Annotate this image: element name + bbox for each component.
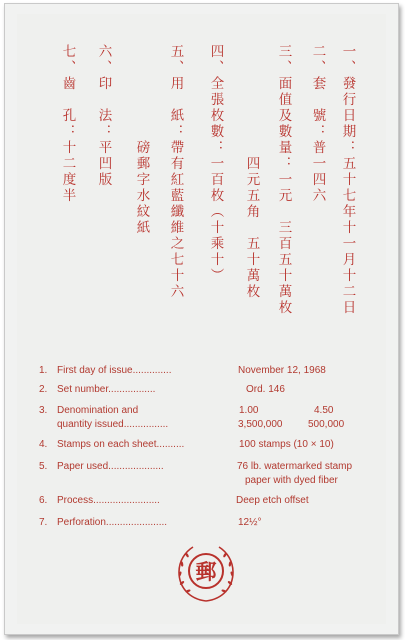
- stamp-info-card: [17, 14, 386, 624]
- chinese-line-3b: 四元五角 五十萬枚: [243, 44, 260, 300]
- row-value: November 12, 1968: [238, 365, 326, 376]
- row-label: quantity issued................: [57, 419, 169, 430]
- row-number: 3.: [39, 405, 48, 416]
- svg-text:郵: 郵: [195, 559, 217, 584]
- row-number: 7.: [39, 517, 48, 528]
- row-label: Denomination and: [57, 405, 139, 416]
- chinese-line-6: 六、印 法：平凹版: [95, 44, 112, 188]
- row-label: Perforation......................: [57, 517, 168, 528]
- row-value: 76 lb. watermarked stamp: [237, 461, 353, 472]
- chinese-line-2: 二、套 號：普一四六: [309, 44, 326, 204]
- row-value: paper with dyed fiber: [245, 475, 338, 486]
- chinese-line-1: 一、發行日期：五十七年十一月十二日: [339, 44, 356, 316]
- card-frame: [4, 3, 399, 635]
- row-value-1: 1.00: [239, 405, 259, 416]
- row-label: First day of issue..............: [57, 365, 172, 376]
- row-number: 2.: [39, 384, 48, 395]
- row-label: Paper used....................: [57, 461, 164, 472]
- english-row-5: [17, 461, 386, 475]
- english-row-3b: [17, 419, 386, 433]
- row-number: 1.: [39, 365, 48, 376]
- english-row-1: [17, 365, 386, 379]
- row-value: Ord. 146: [246, 384, 285, 395]
- english-row-7: [17, 517, 386, 531]
- english-row-3: [17, 405, 386, 419]
- english-row-2: [17, 384, 386, 398]
- row-number: 5.: [39, 461, 48, 472]
- row-value-2: 500,000: [308, 419, 345, 430]
- chinese-line-7: 七、齒 孔：十二度半: [59, 44, 76, 204]
- row-label: Stamps on each sheet..........: [57, 439, 185, 450]
- english-row-4: [17, 439, 386, 453]
- chinese-line-3: 三、面值及數量：一元 三百五十萬枚: [275, 44, 292, 316]
- row-value: 100 stamps (10 × 10): [239, 439, 334, 450]
- chinese-line-4: 四、全張枚數：一百枚（十乘十）: [207, 44, 224, 284]
- chinese-line-5: 五、用 紙：帶有紅藍纖維之七十六: [167, 44, 184, 300]
- row-number: 4.: [39, 439, 48, 450]
- english-row-6: [17, 495, 386, 509]
- row-value-2: 4.50: [314, 405, 334, 416]
- row-number: 6.: [39, 495, 48, 506]
- row-value-1: 3,500,000: [238, 419, 283, 430]
- row-value: 12½°: [238, 517, 262, 528]
- english-row-5b: [17, 475, 386, 489]
- row-label: Set number.................: [57, 384, 156, 395]
- row-value: Deep etch offset: [236, 495, 309, 506]
- postal-emblem-icon: [173, 539, 239, 605]
- row-label: Process........................: [57, 495, 160, 506]
- chinese-line-5b: 磅郵字水紋紙: [133, 44, 150, 236]
